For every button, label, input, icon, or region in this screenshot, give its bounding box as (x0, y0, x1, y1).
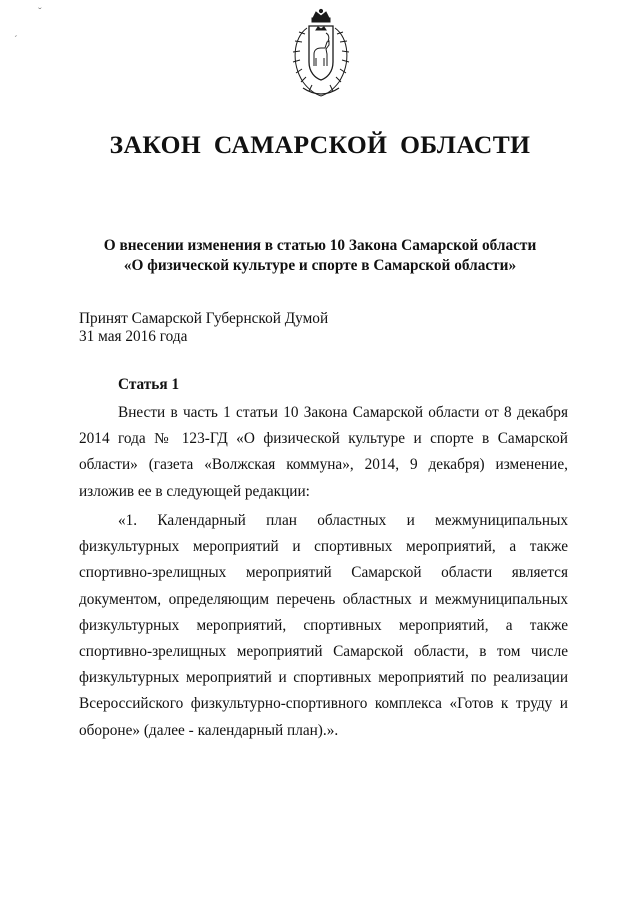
article-heading: Статья 1 (118, 376, 180, 393)
adoption-line: Принят Самарской Губернской Думой (79, 310, 329, 327)
subtitle-line: О внесении изменения в статью 10 Закона Самарской области (103, 237, 537, 254)
article-paragraph: «1. Календарный план областных и межмуниципальных физкультурных мероприятий и спортивных мероприятий, а также спортивно-зрелищных мероприятий Самарской области является документом, определяющим перечень областных и межмуниципальных физкультурных мероприятий, спортивных мероприятий, а также спортивно-зрелищных мероприятий Самарской области, в том числе физкультурных мероприятий и спортивных мероприятий по реализации Всероссийского физкультурно-спортивного комплекса «Готов к труду и обороне» (далее - календарный план).». (79, 512, 568, 739)
document-subtitle (0, 236, 640, 276)
adoption-note (79, 310, 328, 346)
scan-mark: ˊ (14, 34, 18, 46)
scan-mark: ˇ (38, 6, 42, 18)
adoption-date: 31 мая 2016 года (79, 328, 188, 345)
document-title: ЗАКОН САМАРСКОЙ ОБЛАСТИ (109, 130, 531, 159)
article-paragraph: Внести в часть 1 статьи 10 Закона Самарской области от 8 декабря 2014 года № 123-ГД «О физической культуре и спорте в Самарской области» (газета «Волжская коммуна», 2014, 9 декабря) изменение, изложив ее в следующей редакции: (79, 404, 568, 500)
samara-coat-of-arms-icon (283, 8, 359, 100)
subtitle-line: «О физической культуре и спорте в Самарской области» (123, 257, 517, 274)
